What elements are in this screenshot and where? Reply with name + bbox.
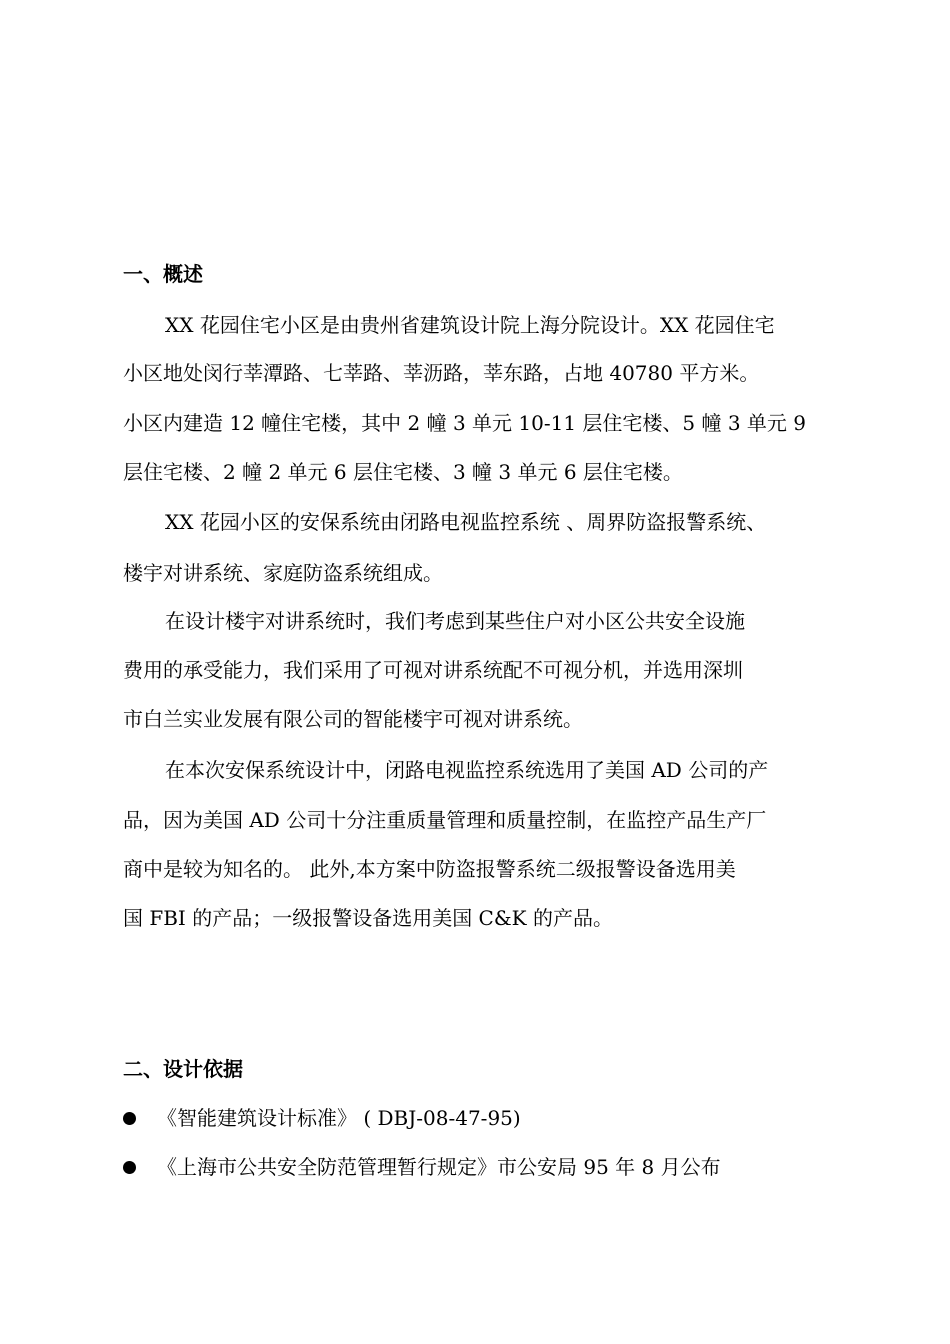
- paragraph-line: 楼宇对讲系统、家庭防盗系统组成。: [123, 561, 443, 585]
- section-heading-design-basis: 二、设计依据: [123, 1057, 243, 1081]
- paragraph-line: 小区地处闵行莘潭路、七莘路、莘沥路，莘东路，占地 40780 平方米。: [123, 361, 760, 385]
- paragraph-line: 费用的承受能力，我们采用了可视对讲系统配不可视分机，并选用深圳: [123, 658, 743, 682]
- list-item-text: 《智能建筑设计标准》 ( DBJ-08-47-95): [157, 1106, 521, 1130]
- paragraph-line: XX 花园小区的安保系统由闭路电视监控系统 、周界防盗报警系统、: [165, 510, 767, 534]
- paragraph-line: 层住宅楼、2 幢 2 单元 6 层住宅楼、3 幢 3 单元 6 层住宅楼。: [123, 460, 683, 484]
- paragraph-line: 品，因为美国 AD 公司十分注重质量管理和质量控制，在监控产品生产厂: [123, 808, 767, 832]
- list-item: [123, 1153, 721, 1181]
- paragraph-line: 商中是较为知名的。 此外,本方案中防盗报警系统二级报警设备选用美: [123, 857, 736, 881]
- paragraph-line: 在设计楼宇对讲系统时，我们考虑到某些住户对小区公共安全设施: [165, 609, 745, 633]
- paragraph-line: 在本次安保系统设计中，闭路电视监控系统选用了美国 AD 公司的产: [165, 758, 769, 782]
- list-item-text: 《上海市公共安全防范管理暂行规定》市公安局 95 年 8 月公布: [157, 1155, 721, 1179]
- section-heading-overview: 一、概述: [123, 262, 203, 286]
- paragraph-line: XX 花园住宅小区是由贵州省建筑设计院上海分院设计。XX 花园住宅: [165, 313, 775, 337]
- list-item: [123, 1104, 521, 1132]
- bullet-icon: [123, 1161, 136, 1174]
- paragraph-line: 国 FBI 的产品；一级报警设备选用美国 C&K 的产品。: [123, 906, 613, 930]
- paragraph-line: 市白兰实业发展有限公司的智能楼宇可视对讲系统。: [123, 707, 583, 731]
- paragraph-line: 小区内建造 12 幢住宅楼，其中 2 幢 3 单元 10-11 层住宅楼、5 幢 3 单元 9: [123, 411, 807, 435]
- bullet-icon: [123, 1112, 136, 1125]
